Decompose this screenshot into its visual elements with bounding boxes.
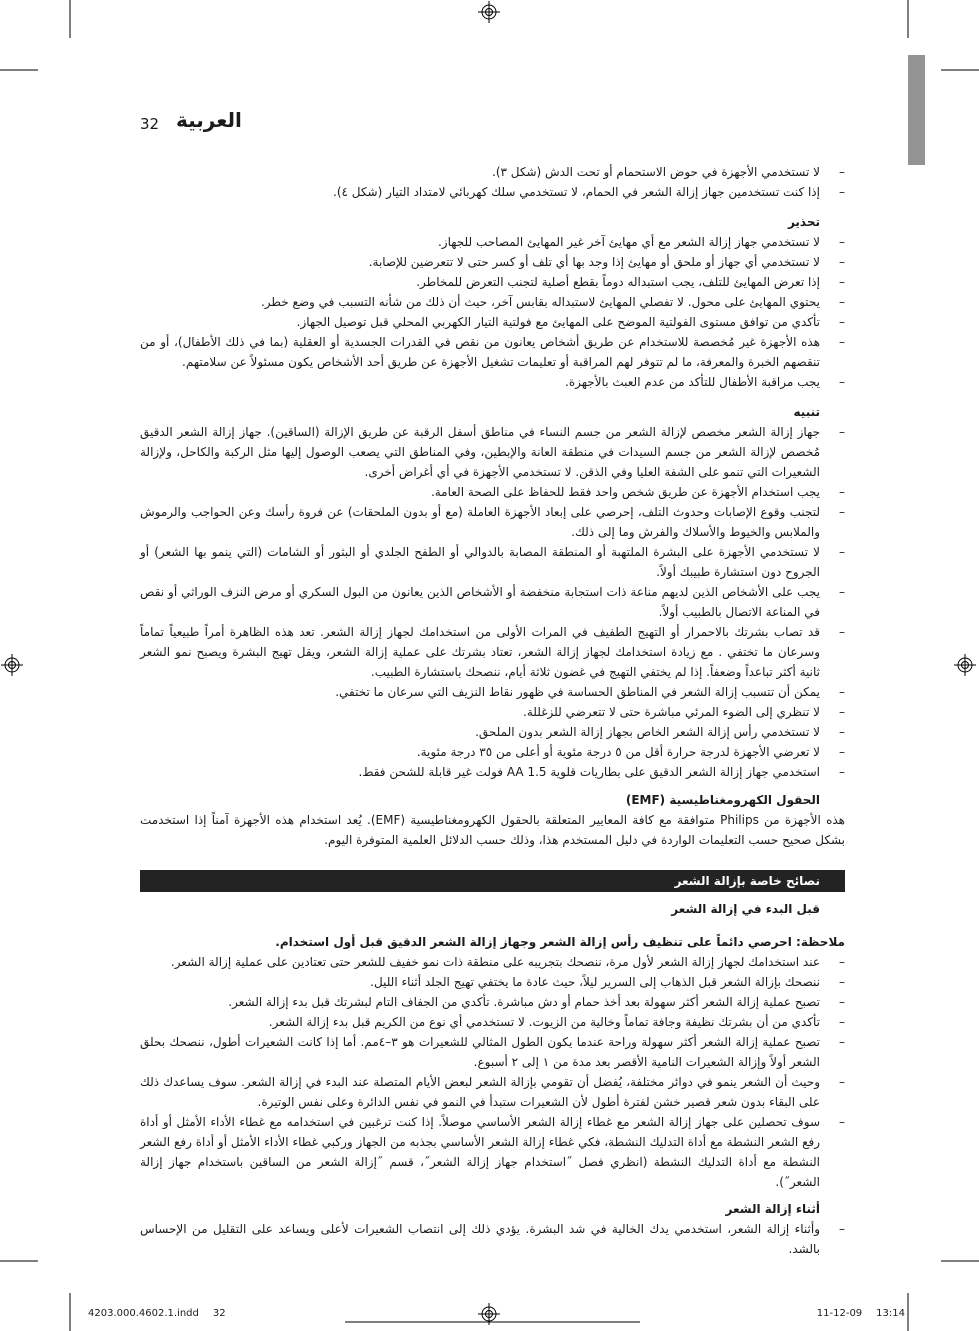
caution-heading: تنبيه <box>793 405 820 419</box>
list-item: – هذه الأجهزة غير مُخصصة للاستخدام عن طريق أشخاص يعانون من نقص في القدرات الجسدية أو العقلية (بما في ذلك الأطفال)، أو من تنقصهم الخبرة والمعرفة، ما لم تتوفر لهم المراقبة أو تعليمات تشغيل الأجهزة عن طريق أحد الأشخاص يكون مسئولاً عن سلامتهم. <box>140 332 845 372</box>
intro-list <box>140 162 845 202</box>
before-heading: قبل البدء في إزالة الشعر <box>671 902 820 916</box>
list-item: – تأكدي من توافق مستوى الفولتية الموضح على المهايئ مع فولتية التيار الكهربي المحلي قبل توصيل الجهاز. <box>140 312 845 332</box>
list-item: – إذا تعرض المهايئ للتلف، يجب استبداله دوماً بقطع أصلية لتجنب التعرض للمخاطر. <box>140 272 845 292</box>
warning-heading: تحذير <box>787 215 820 229</box>
list-item: – استخدمي جهاز إزالة الشعر الدقيق على بطاريات قلوية 1.5 AA فولت غير قابلة للشحن فقط. <box>140 762 845 782</box>
before-list <box>140 952 845 1192</box>
list-item: – وأثناء إزالة الشعر، استخدمي يدك الخالية في شد البشرة. يؤدي ذلك إلى انتصاب الشعيرات لأعلى ويساعد على التقليل من الإحساس بالشد. <box>140 1219 845 1259</box>
registration-mark-top <box>478 1 500 23</box>
list-item: – لتجنب وقوع الإصابات وحدوث التلف، إحرصي على إبعاد الأجهزة العاملة (مع أو بدون الملحقات) عن فروة رأسك وعن الحواجب والرموش والملابس والخيوط والأسلاك والفرش وما إلى ذلك. <box>140 502 845 542</box>
footer-file-info <box>88 1306 226 1322</box>
main-content <box>140 162 845 1259</box>
emf-paragraph: هذه الأجهزة من Philips متوافقة مع كافة المعايير المتعلقة بالحقول الكهرومغناطيسية (EMF). يُعد استخدام هذه الأجهزة آمناً إذا استخدمت بشكل صحيح حسب التعليمات الواردة في دليل المستخدم هذا، وذلك حسب الدلائل العلمية المتوفرة اليوم. <box>140 813 845 847</box>
list-item: – يجب مراقبة الأطفال للتأكد من عدم العبث بالأجهزة. <box>140 372 845 392</box>
list-item: – لا تستخدمي الأجهزة على البشرة الملتهبة أو المنطقة المصابة بالدوالي أو الطفح الجلدي أو البثور أو الشامات (التي ينمو بها الشعر) أو الجروح دون استشارة طبيبك أولاً. <box>140 542 845 582</box>
note-label: ملاحظة: <box>796 935 845 949</box>
list-item: – جهاز إزالة الشعر مخصص لإزالة الشعر من جسم النساء في مناطق أسفل الرقبة عن طريق الإزالة (الساقين). جهاز إزالة الشعر الدقيق مُخصص لإزالة الشعر من جسم السيدات في منطقة العانة والإبطين، وفي المناطق التي يصعب الوصول إليها مثل الركبة والكاحل، ولإزالة الشعيرات التي تنمو على الشفة العليا وفي الذقن. لا تستخدمي الأجهزة في أي أغراض أخرى. <box>140 422 845 482</box>
list-item: – تأكدي من أن بشرتك نظيفة وجافة تماماً وخالية من الزيوت. لا تستخدمي أي نوع من الكريم قبل بدء إزالة الشعر. <box>140 1012 845 1032</box>
list-item: – لا تعرضي الأجهزة لدرجة حرارة أقل من ٥ درجة مئوية أو أعلى من ٣٥ درجة مئوية. <box>140 742 845 762</box>
list-item: – وحيث أن الشعر ينمو في دوائر مختلفة، يُفضل أن تقومي بإزالة الشعر لبعض الأيام المتصلة عند البدء في إزالة الشعر. سوف يساعدك ذلك على البقاء بدون شعر قصير خشن لفترة أطول لأن الشعيرات ستبدأ في النمو في نفس الدائرة وعلى نفس الوتيرة. <box>140 1072 845 1112</box>
tips-section-bar: نصائح خاصة بإزالة الشعر <box>140 870 845 892</box>
crop-mark-bottom-right <box>908 1261 979 1331</box>
list-item: – يجب استخدام الأجهزة عن طريق شخص واحد فقط للحفاظ على الصحة العامة. <box>140 482 845 502</box>
crop-mark-top-left <box>0 0 70 70</box>
list-item: – لا تستخدمي جهاز إزالة الشعر مع أي مهايئ آخر غير المهايئ المصاحب للجهاز. <box>140 232 845 252</box>
note <box>140 932 845 952</box>
list-item: – إذا كنت تستخدمين جهاز إزالة الشعر في الحمام، لا تستخدمي سلك كهربائي لامتداد التيار (شكل ٤). <box>140 182 845 202</box>
list-item: – يمكن أن تتسبب إزالة الشعر في المناطق الحساسة في ظهور نقاط النزيف التي سرعان ما تختفي. <box>140 682 845 702</box>
footer-date: 11-12-09 <box>816 1308 863 1319</box>
during-heading: أثناء إزالة الشعر <box>725 1202 820 1216</box>
registration-mark-left <box>1 654 23 676</box>
list-item: – يحتوي المهايئ على محول. لا تفصلي المهايئ لاستبداله بقابس آخر، حيث أن ذلك من شأنه التسبب في وضع خطر. <box>140 292 845 312</box>
warning-list <box>140 232 845 392</box>
list-item: – لا تستخدمي الأجهزة في حوض الاستحمام أو تحت الدش (شكل ٣). <box>140 162 845 182</box>
list-item: – سوف تحصلين على جهاز إزالة الشعر مع غطاء إزالة الشعر الأساسي موصلاً. إذا كنت ترغبين في استخدامه مع غطاء الأداء الأمثل أو أداة رفع الشعر النشطة مع أداة التدليك النشطة، فكي غطاء إزالة الشعر الأساسي بجذبه من الجهاز وركبي غطاء الأداء الأمثل أو أداة رفع الشعر النشطة مع أداة التدليك النشطة (انظري فصل ˝استخدام جهاز إزالة الشعر˝، قسم ˝إزالة الشعر من الساقين باستخدام جهاز إزالة الشعر˝). <box>140 1112 845 1192</box>
list-item: – يجب على الأشخاص الذين لديهم مناعة ذات استجابة منخفضة أو الأشخاص الذين يعانون من البول السكري أو مرض النزف الوراثي أو نقص في المناعة الاتصال بالطبيب أولاً. <box>140 582 845 622</box>
during-list <box>140 1219 845 1259</box>
list-item: – تصبح عملية إزالة الشعر أكثر سهولة بعد أخذ حمام أو دش مباشرة. تأكدي من الجفاف التام لبشرتك قبل بدء إزالة الشعر. <box>140 992 845 1012</box>
page-title: العربية <box>176 108 242 132</box>
registration-mark-right <box>954 654 976 676</box>
list-item: – لا تنظري إلى الضوء المرئي مباشرة حتى لا تتعرضي للزغللة. <box>140 702 845 722</box>
list-item: – لا تستخدمي رأس إزالة الشعر الخاص بجهاز إزالة الشعر بدون الملحق. <box>140 722 845 742</box>
footer-filename: 4203.000.4602.1.indd <box>88 1308 199 1319</box>
crop-mark-bottom-left <box>0 1261 70 1331</box>
chapter-tab <box>908 55 925 165</box>
caution-list <box>140 422 845 782</box>
list-item: – لا تستخدمي أي جهاز أو ملحق أو مهايئ إذا وجد بها أي تلف أو كسر حتى لا تتعرضين للإصابة. <box>140 252 845 272</box>
footer-time: 13:14 <box>876 1308 905 1319</box>
emf-heading: الحقول الكهرومغناطيسية (EMF) <box>625 793 820 807</box>
list-item: – ننصحك بإزالة الشعر قبل الذهاب إلى السرير ليلاً، حيث عادة ما يختفي تهيج الجلد أثناء الليل. <box>140 972 845 992</box>
footer-page: 32 <box>212 1308 226 1319</box>
list-item: – قد تصاب بشرتك بالاحمرار أو التهيج الطفيف في المرات الأولى من استخدامك لجهاز إزالة الشعر. تعد هذه الظاهرة أمراً طبيعياً تماماً وسرعان ما تختفي . مع زيادة استخدامك لجهاز إزالة الشعر، تعتاد بشرتك على عملية إزالة الشعر، ويقل تهيج البشرة ويصبح نمو الشعر ثانية أكثر تباعداً وضعفاً. إذا لم يختفي التهيج في غضون ثلاثة أيام، ننصحك باستشارة الطبيب. <box>140 622 845 682</box>
footer-timestamp <box>817 1306 905 1322</box>
note-text: احرصي دائماً على تنظيف رأس إزالة الشعر وجهاز إزالة الشعر الدقيق قبل أول استخدام. <box>275 935 792 949</box>
list-item: – تصبح عملية إزالة الشعر أكثر سهولة وراحة عندما يكون الطول المثالي للشعيرات هو ٣–٤مم. أما إذا كانت الشعيرات أطول، ننصحك بحلق الشعر أولاً وإزالة الشعيرات النامية الأقصر بعد مدة من ١ إلى ٢ أسبوع. <box>140 1032 845 1072</box>
list-item: – عند استخدامك لجهاز إزالة الشعر لأول مرة، ننصحك بتجريبه على منطقة ذات نمو خفيف للشعر حتى تعتادين على عملية إزالة الشعر. <box>140 952 845 972</box>
page-number: 32 <box>140 115 160 133</box>
